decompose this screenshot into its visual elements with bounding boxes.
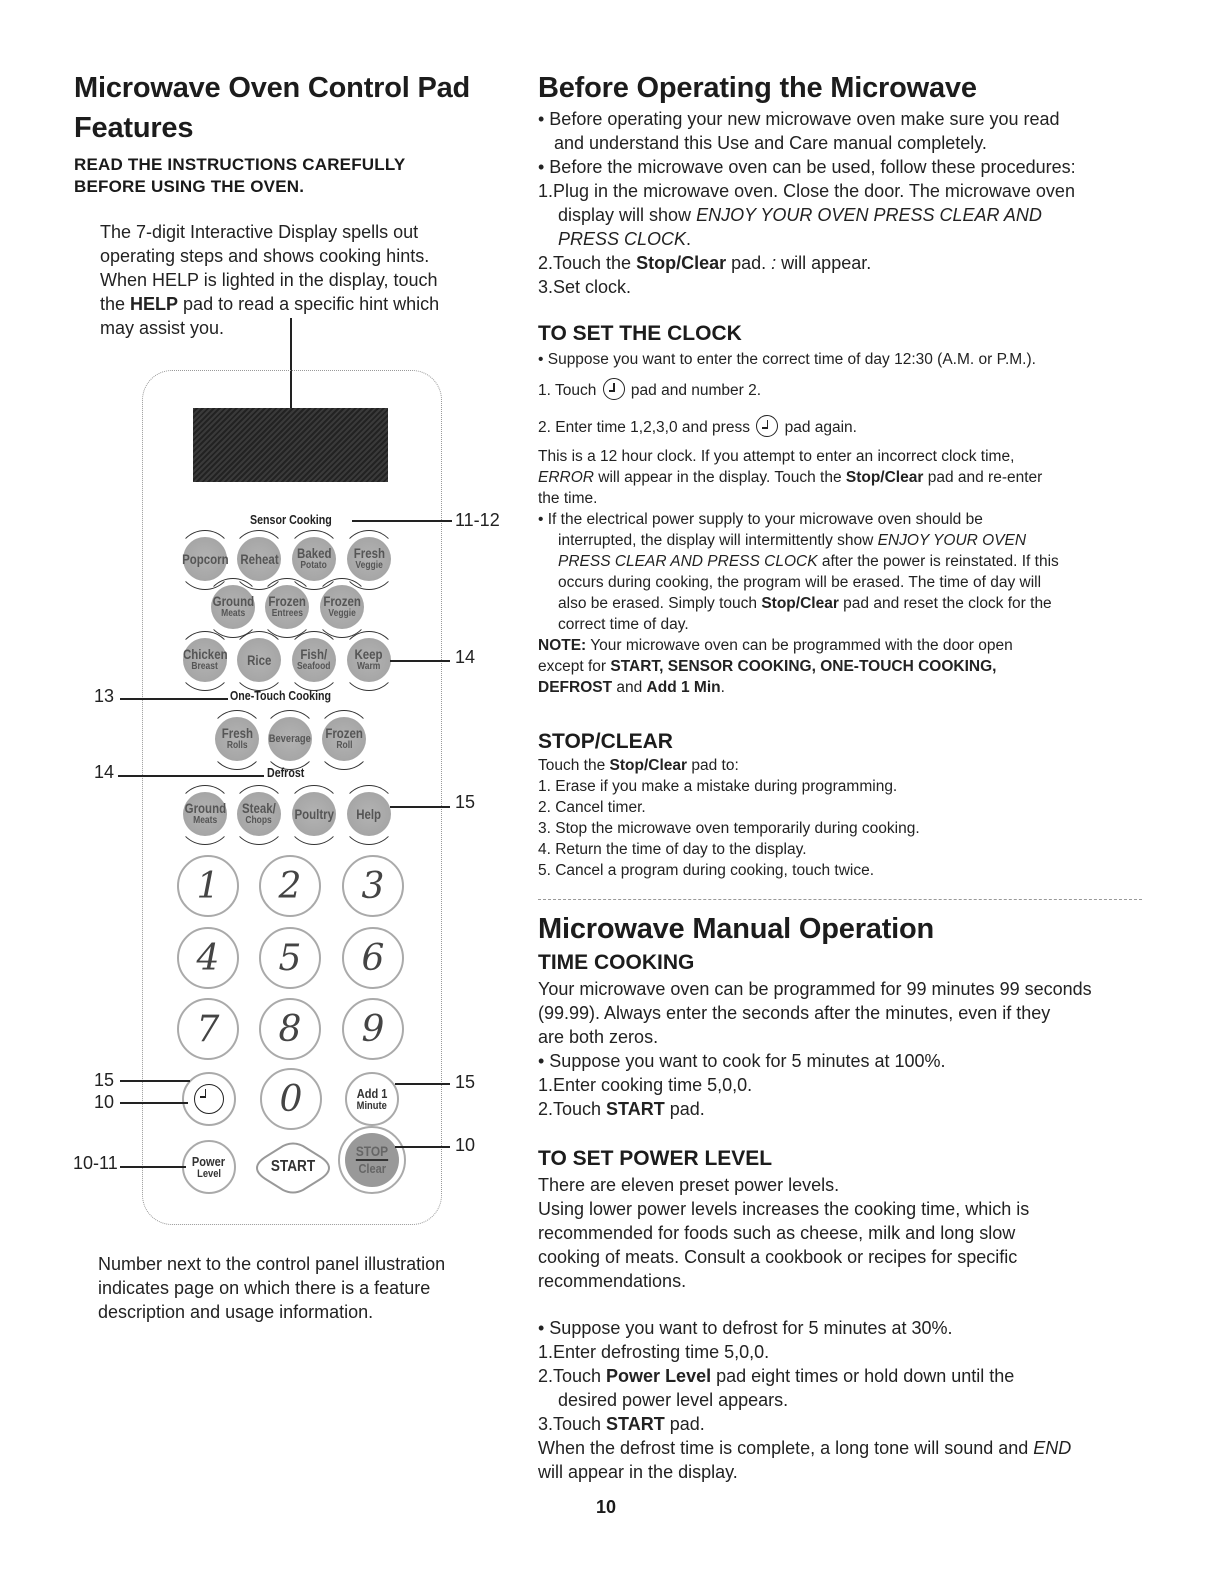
callout-line	[120, 1166, 186, 1168]
pad-label: Rice	[246, 652, 272, 668]
manual-operation-title: Microwave Manual Operation	[538, 913, 935, 945]
page-ref-stop-clear: 10	[455, 1135, 476, 1155]
text: pad to read a specific hint which	[178, 294, 440, 314]
digit-label: 3	[361, 865, 385, 907]
text-line	[538, 755, 920, 776]
text: .	[720, 679, 725, 696]
text: after the power is reinstated. If this	[817, 553, 1059, 570]
text-line: (99.99). Always enter the seconds after the minutes, even if they	[538, 1003, 1051, 1023]
pad-label: Steak/	[242, 801, 276, 816]
pad-sublabel: Entrees	[271, 608, 303, 619]
text: pad and number 2.	[626, 382, 762, 399]
illustration-footnote	[98, 1252, 445, 1324]
text-line: description and usage information.	[98, 1302, 374, 1322]
text: pad.	[664, 1414, 705, 1434]
pad-sublabel: Meats	[220, 608, 246, 619]
callout-line	[120, 1080, 190, 1082]
pad-label: Help	[356, 806, 382, 822]
text-line	[538, 467, 1059, 488]
fresh-rolls-pad[interactable]	[215, 717, 259, 761]
text-line: • If the electrical power supply to your microwave oven should be	[538, 511, 983, 528]
keep-warm-pad[interactable]	[347, 638, 391, 682]
time-cooking-heading: TIME COOKING	[538, 951, 695, 974]
text: the	[100, 294, 131, 314]
text-line	[538, 1412, 1071, 1436]
text: Your microwave oven can be programmed with the door open	[586, 637, 1013, 654]
text-line: and understand this Use and Care manual completely.	[554, 133, 987, 153]
clock-pad[interactable]	[182, 1072, 236, 1126]
start-pad[interactable]	[253, 1142, 333, 1194]
text-line: Your microwave oven can be programmed for 99 minutes 99 seconds	[538, 979, 1092, 999]
text-line: • Suppose you want to cook for 5 minutes at 100%.	[538, 1051, 946, 1071]
display-message: ERROR	[538, 469, 594, 486]
text-line: There are eleven preset power levels.	[538, 1175, 840, 1195]
digit-label: 4	[196, 937, 220, 979]
digit-label: 9	[361, 1008, 385, 1050]
callout-line	[120, 698, 228, 700]
text-line: When HELP is lighted in the display, touch	[100, 270, 438, 290]
pad-label: Chicken	[182, 647, 228, 662]
defrost-ground-meats-pad[interactable]	[183, 792, 227, 836]
rice-pad[interactable]	[237, 638, 281, 682]
pad-label: Reheat	[239, 551, 279, 567]
emphasis: Stop/Clear	[845, 469, 924, 486]
text-line: 1.Enter defrosting time 5,0,0.	[538, 1342, 770, 1362]
pad-sublabel: Minute	[356, 1099, 388, 1112]
callout-line	[390, 806, 450, 808]
digit-label: 1	[196, 865, 220, 907]
emphasis: Stop/Clear	[609, 757, 688, 774]
before-operating-title: Before Operating the Microwave	[538, 72, 977, 104]
digit-5-pad[interactable]	[259, 927, 321, 989]
text: Touch the	[538, 757, 610, 774]
emphasis: START, SENSOR COOKING, ONE-TOUCH COOKING,	[610, 658, 997, 675]
text-line: desired power level appears.	[558, 1390, 789, 1410]
display-message: END	[1033, 1438, 1072, 1458]
list-item: 2. Cancel timer.	[538, 799, 646, 816]
warning-line: READ THE INSTRUCTIONS CAREFULLY	[74, 155, 406, 174]
text-line	[538, 1436, 1071, 1460]
callout-line	[352, 520, 452, 522]
page-title-control-pad	[74, 71, 470, 145]
text: When the defrost time is complete, a long tone will sound and	[538, 1438, 1034, 1458]
clock-icon	[756, 415, 778, 437]
popcorn-pad[interactable]	[183, 537, 227, 581]
text-line: recommended for foods such as cheese, milk and long slow	[538, 1223, 1016, 1243]
pad-label: Beverage	[268, 732, 312, 745]
callout-line	[390, 660, 450, 662]
text-line: Number next to the control panel illustration	[98, 1254, 446, 1274]
digit-1-pad[interactable]	[177, 855, 239, 917]
warning-line: BEFORE USING THE OVEN.	[74, 177, 305, 196]
text: will appear.	[776, 253, 872, 273]
text-line: operating steps and shows cooking hints.	[100, 246, 430, 266]
note-line	[538, 656, 1059, 677]
text: 2. Enter time 1,2,3,0 and press	[538, 419, 755, 436]
clock-icon	[603, 378, 625, 400]
pad-label: Fish/	[300, 647, 328, 662]
text-line: recommendations.	[538, 1271, 687, 1291]
display-message: PRESS CLEAR AND PRESS CLOCK	[558, 553, 818, 570]
text: 2.Touch	[538, 1366, 607, 1386]
text-line: 3.Set clock.	[538, 277, 632, 297]
display-message: :	[771, 253, 777, 273]
text-line: cooking of meats. Consult a cookbook or recipes for specific	[538, 1247, 1018, 1267]
note-line	[538, 677, 1059, 698]
pad-sublabel: Level	[197, 1167, 221, 1180]
text-line	[538, 530, 1059, 551]
text-line: may assist you.	[100, 318, 225, 338]
pad-sublabel: Chops	[245, 815, 273, 826]
digit-label: 0	[279, 1078, 303, 1120]
start-label: START	[270, 1158, 316, 1175]
text: 2.Touch the	[538, 253, 637, 273]
page-ref-keep-warm: 14	[455, 647, 476, 667]
digit-label: 2	[278, 865, 302, 907]
list-item: 3. Stop the microwave oven temporarily during cooking.	[538, 820, 920, 837]
text-line: will appear in the display.	[538, 1462, 738, 1482]
digit-label: 6	[361, 937, 385, 979]
page-ref-clock: 15	[94, 1070, 115, 1090]
display-message: ENJOY YOUR OVEN PRESS CLEAR AND	[696, 205, 1042, 225]
chicken-breast-pad[interactable]	[183, 638, 227, 682]
note-line	[538, 635, 1059, 656]
text: will appear in the display. Touch the	[593, 469, 846, 486]
list-item: 4. Return the time of day to the display.	[538, 841, 807, 858]
text-line: Using lower power levels increases the cooking time, which is	[538, 1199, 1030, 1219]
add-1-minute-pad[interactable]	[345, 1072, 399, 1126]
pad-label: Baked	[296, 546, 332, 561]
pad-label: Popcorn	[181, 551, 229, 567]
pad-label: Power	[192, 1153, 226, 1169]
sensor-cooking-label: Sensor Cooking	[250, 512, 332, 527]
text-line: indicates page on which there is a feature	[98, 1278, 431, 1298]
pad-sublabel: Breast	[191, 661, 219, 672]
digit-label: 5	[278, 937, 302, 979]
text: pad and reset the clock for the	[838, 595, 1052, 612]
list-item: 5. Cancel a program during cooking, touch twice.	[538, 862, 875, 879]
digit-2-pad[interactable]	[259, 855, 321, 917]
text: pad.	[664, 1099, 705, 1119]
display-message: PRESS CLOCK	[558, 229, 687, 249]
pad-sublabel: Rolls	[226, 740, 248, 751]
emphasis: Stop/Clear	[761, 595, 839, 612]
power-level-heading: TO SET POWER LEVEL	[538, 1147, 773, 1170]
help-pad[interactable]	[347, 792, 391, 836]
clock-icon	[194, 1084, 224, 1114]
digit-6-pad[interactable]	[342, 927, 404, 989]
steak-chops-pad[interactable]	[237, 792, 281, 836]
text-line	[100, 292, 439, 316]
text-line	[538, 378, 1059, 401]
digit-3-pad[interactable]	[342, 855, 404, 917]
list-item: 1. Erase if you make a mistake during programming.	[538, 778, 898, 795]
fresh-veggie-pad[interactable]	[347, 537, 391, 581]
text-line	[538, 251, 1076, 275]
stop-clear-pad[interactable]	[338, 1126, 406, 1194]
text: 3.Touch	[538, 1414, 607, 1434]
digit-7-pad[interactable]	[177, 998, 239, 1060]
help-emphasis: HELP	[130, 294, 179, 314]
text: pad eight times or hold down until the	[711, 1366, 1015, 1386]
emphasis: DEFROST	[538, 679, 613, 696]
text-line: are both zeros.	[538, 1027, 659, 1047]
pad-sublabel: Veggie	[328, 608, 356, 619]
text-line: the time.	[538, 490, 598, 507]
pad-label: Frozen	[323, 594, 361, 609]
text-line: • Suppose you want to defrost for 5 minutes at 30%.	[538, 1318, 953, 1338]
frozen-roll-pad[interactable]	[322, 717, 366, 761]
text-line: correct time of day.	[558, 616, 689, 633]
pad-sublabel: Potato	[300, 560, 328, 571]
text-line	[538, 551, 1059, 572]
emphasis: START	[606, 1099, 665, 1119]
one-touch-cooking-label: One-Touch Cooking	[230, 688, 332, 703]
pad-label: Fresh	[221, 726, 253, 741]
pad-label: Add 1	[356, 1085, 388, 1101]
digit-0-pad[interactable]	[260, 1068, 322, 1130]
page-ref-power-level: 10-11	[73, 1153, 118, 1173]
page-number: 10	[596, 1497, 617, 1517]
text: pad.	[726, 253, 772, 273]
text-line: This is a 12 hour clock. If you attempt to enter an incorrect clock time,	[538, 448, 1015, 465]
pad-label: Poultry	[294, 806, 334, 822]
digit-label: 7	[196, 1008, 220, 1050]
title-line: Microwave Oven Control Pad	[74, 72, 471, 104]
pad-sublabel: Warm	[357, 661, 381, 672]
text: interrupted, the display will intermittently show	[558, 532, 878, 549]
reheat-pad[interactable]	[237, 537, 281, 581]
text-line	[538, 593, 1059, 614]
display-intro-paragraph	[100, 220, 439, 340]
frozen-veggie-pad[interactable]	[320, 585, 364, 629]
fish-seafood-pad[interactable]	[292, 638, 336, 682]
callout-line	[395, 1146, 450, 1148]
section-divider	[538, 899, 1142, 900]
text-line: • Before the microwave oven can be used, follow these procedures:	[538, 157, 1076, 177]
power-level-section	[538, 1173, 1029, 1293]
text: except for	[538, 658, 611, 675]
text-line: The 7-digit Interactive Display spells out	[100, 222, 419, 242]
text: display will show	[558, 205, 697, 225]
pad-label: Keep	[354, 647, 384, 662]
text-line	[538, 415, 1059, 438]
power-level-pad[interactable]	[182, 1140, 236, 1194]
set-clock-section	[538, 349, 1059, 698]
text-line	[538, 227, 1076, 251]
pad-sublabel: Seafood	[297, 661, 331, 672]
page-ref-one-touch: 13	[94, 686, 115, 706]
pad-label: Frozen	[268, 594, 306, 609]
pad-label: STOP	[355, 1143, 389, 1159]
stop-clear-section	[538, 755, 920, 881]
note-label: NOTE:	[538, 637, 587, 654]
text-line	[538, 203, 1076, 227]
text-line: 1.Enter cooking time 5,0,0.	[538, 1075, 753, 1095]
emphasis: Stop/Clear	[636, 253, 727, 273]
title-line: Features	[74, 112, 194, 144]
text: .	[686, 229, 692, 249]
callout-line	[120, 1102, 188, 1104]
text: pad and re-enter	[923, 469, 1043, 486]
before-operating-section	[538, 107, 1076, 299]
frozen-entrees-pad[interactable]	[265, 585, 309, 629]
callout-line	[118, 775, 264, 777]
defrost-label: Defrost	[267, 765, 305, 780]
text: pad to:	[687, 757, 739, 774]
pad-sublabel: Meats	[192, 815, 218, 826]
page-ref-clock: 10	[94, 1092, 115, 1112]
text-line	[538, 1097, 1092, 1121]
time-cooking-section	[538, 977, 1092, 1121]
text-line: occurs during cooking, the program will be erased. The time of day will	[558, 574, 1042, 591]
baked-potato-pad[interactable]	[292, 537, 336, 581]
pad-sublabel: Clear	[358, 1161, 386, 1176]
poultry-pad[interactable]	[292, 792, 336, 836]
digit-9-pad[interactable]	[342, 998, 404, 1060]
pad-label: Frozen	[325, 726, 363, 741]
warning-text	[74, 154, 405, 198]
pad-label: Ground	[184, 801, 226, 816]
defrost-example-section	[538, 1316, 1071, 1484]
stop-clear-heading: STOP/CLEAR	[538, 730, 673, 753]
text: also be erased. Simply touch	[558, 595, 762, 612]
page-ref-help: 15	[455, 792, 476, 812]
text-line: 1.Plug in the microwave oven. Close the door. The microwave oven	[538, 181, 1075, 201]
digit-4-pad[interactable]	[177, 927, 239, 989]
ground-meats-sensor-pad[interactable]	[211, 585, 255, 629]
text: and	[612, 679, 647, 696]
text: 2.Touch	[538, 1099, 607, 1119]
text: 1. Touch	[538, 382, 601, 399]
pad-label: Fresh	[353, 546, 385, 561]
display-message: ENJOY YOUR OVEN	[877, 532, 1027, 549]
digit-8-pad[interactable]	[259, 998, 321, 1060]
emphasis: Power Level	[606, 1366, 712, 1386]
text-line: • Before operating your new microwave oven make sure you read	[538, 109, 1060, 129]
digit-label: 8	[278, 1008, 302, 1050]
callout-line	[395, 1083, 450, 1085]
pad-label: Ground	[212, 594, 254, 609]
page-ref-add-minute: 15	[455, 1072, 476, 1092]
pad-sublabel: Veggie	[355, 560, 383, 571]
text-line	[538, 1364, 1071, 1388]
beverage-pad[interactable]	[268, 717, 312, 761]
emphasis: START	[606, 1414, 665, 1434]
set-clock-heading: TO SET THE CLOCK	[538, 322, 742, 345]
page-ref-sensor: 11-12	[455, 510, 500, 530]
pad-sublabel: Roll	[335, 740, 353, 751]
text: pad again.	[780, 419, 857, 436]
emphasis: Add 1 Min	[646, 679, 721, 696]
page-ref-defrost: 14	[94, 762, 115, 782]
stop-clear-inner	[345, 1133, 399, 1187]
interactive-display	[193, 408, 388, 482]
text-line: • Suppose you want to enter the correct time of day 12:30 (A.M. or P.M.).	[538, 351, 1036, 368]
